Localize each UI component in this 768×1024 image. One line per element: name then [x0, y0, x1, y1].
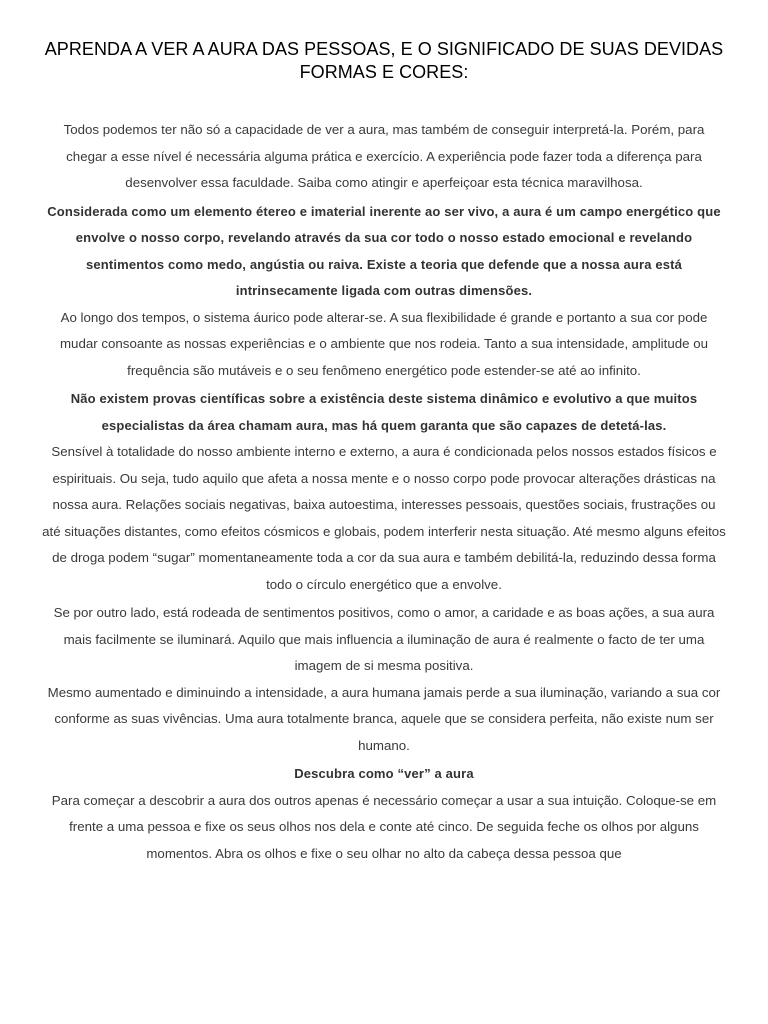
- paragraph-sensitivity: Sensível à totalidade do nosso ambiente interno e externo, a aura é condicionada pelos nossos estados físicos e espirituais. Ou seja, tudo aquilo que afeta a nossa mente e o nosso corpo pode provocar alterações drásticas na nossa aura. Relações sociais negativas, baixa autoestima, interesses pessoais, questões sociais, frustrações ou até situações distantes, como efeitos cósmicos e globais, podem interferir nesta situação. Até mesmo alguns efeitos de droga podem “sugar” momentaneamente toda a cor da sua aura e também debilitá-la, reduzindo dessa forma todo o círculo energético que a envolve.: [42, 444, 726, 592]
- section-heading-see-aura: Descubra como “ver” a aura: [294, 766, 474, 781]
- paragraph-intensity: Mesmo aumentado e diminuindo a intensidade, a aura humana jamais perde a sua iluminação, variando a sua cor conforme as suas vivências. Uma aura totalmente branca, aquele que se considera perfeita, não existe num ser humano.: [47, 684, 721, 753]
- document-page: [42, 38, 726, 867]
- paragraph-positive-feelings: Se por outro lado, está rodeada de sentimentos positivos, como o amor, a caridade e as boas ações, a sua aura mais facilmente se iluminará. Aquilo que mais influencia a iluminação de aura é realmente o facto de ter uma imagem de si mesma positiva.: [53, 605, 715, 673]
- document-title: APRENDA A VER A AURA DAS PESSOAS, E O SIGNIFICADO DE SUAS DEVIDAS FORMAS E CORES:: [44, 39, 724, 82]
- paragraph-intro: Todos podemos ter não só a capacidade de ver a aura, mas também de conseguir interpretá-la. Porém, para chegar a esse nível é necessária alguma prática e exercício. A experiência pode fazer toda a diferença para desenvolver essa faculdade. Saiba como atingir e aperfeiçoar esta técnica maravilhosa.: [63, 122, 705, 190]
- paragraph-aura-definition: Considerada como um elemento étereo e imaterial inerente ao ser vivo, a aura é um campo energético que envolve o nosso corpo, revelando através da sua cor todo o nosso estado emocional e revelando sentimentos como medo, angústia ou raiva. Existe a teoria que defende que a nossa aura está intrinsecamente ligada com outras dimensões.: [47, 203, 721, 298]
- paragraph-aura-changes: Ao longo dos tempos, o sistema áurico pode alterar-se. A sua flexibilidade é grande e portanto a sua cor pode mudar consoante as nossas experiências e o ambiente que nos rodeia. Tanto a sua intensidade, amplitude ou frequência são mutáveis e o seu fenômeno energético pode estender-se até ao infinito.: [59, 309, 709, 378]
- paragraph-no-scientific-proof: Não existem provas científicas sobre a existência deste sistema dinâmico e evolutivo a que muitos especialistas da área chamam aura, mas há quem garanta que são capazes de detetá-las.: [70, 391, 698, 433]
- paragraph-how-to-start: Para começar a descobrir a aura dos outros apenas é necessário começar a usar a sua intuição. Coloque-se em frente a uma pessoa e fixe os seus olhos nos dela e conte até cinco. De seguida feche os olhos por alguns momentos. Abra os olhos e fixe o seu olhar no alto da cabeça dessa pessoa que: [51, 792, 717, 861]
